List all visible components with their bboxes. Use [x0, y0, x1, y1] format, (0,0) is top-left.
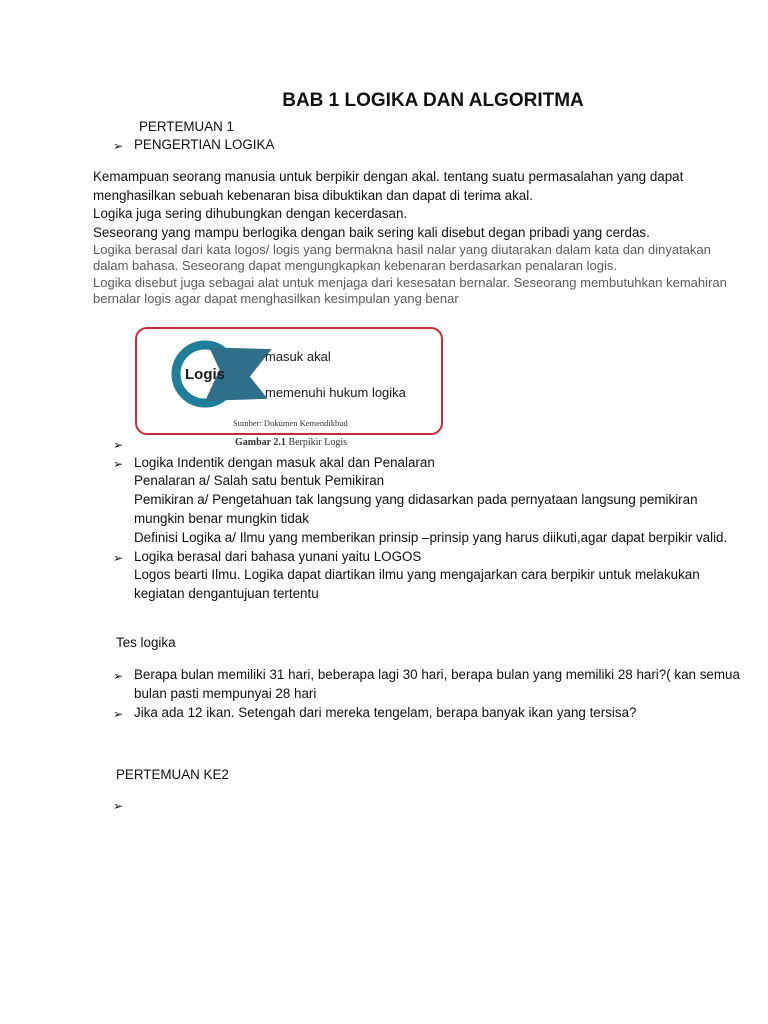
caption-number: Gambar 2.1	[235, 437, 286, 448]
list-item-line: Pemikiran a/ Pengetahuan tak langsung yang didasarkan pada pernyataan langsung pemikiran	[134, 492, 698, 507]
meeting-heading: PERTEMUAN 1	[139, 119, 234, 134]
bullet-arrow-icon: ➢	[113, 707, 124, 721]
list-item-line: kegiatan dengantujuan tertentu	[134, 586, 319, 601]
list-item-line: mungkin benar mungkin tidak	[134, 511, 309, 526]
paragraph-line: Logika disebut juga sebagai alat untuk menjaga dari kesesatan bernalar. Seseorang membutuhkan kemahiran	[93, 275, 727, 290]
list-item-line: Logika berasal dari bahasa yunani yaitu LOGOS	[134, 549, 422, 564]
figure-source: Sumber: Dokumen Kemendikbud	[233, 418, 348, 428]
bullet-arrow-icon: ➢	[113, 551, 124, 565]
paragraph-line: dalam bahasa. Seseorang dapat mengungkapkan kebenaran berdasarkan penalaran logis.	[93, 258, 617, 273]
logic-figure	[135, 327, 443, 435]
arrow2-label: memenuhi hukum logika	[265, 385, 406, 400]
list-item-line: Penalaran a/ Salah satu bentuk Pemikiran	[134, 473, 385, 488]
list-item-line: Berapa bulan memiliki 31 hari, beberapa lagi 30 hari, berapa bulan yang memiliki 28 hari?( kan semua	[134, 667, 740, 682]
section-heading: Tes logika	[116, 635, 176, 650]
logic-diagram	[137, 329, 441, 433]
page-title: BAB 1 LOGIKA DAN ALGORITMA	[282, 90, 584, 111]
paragraph-line: Logika juga sering dihubungkan dengan kecerdasan.	[93, 206, 408, 221]
bullet-arrow-icon: ➢	[113, 669, 124, 683]
figure-caption	[235, 437, 347, 448]
list-item-line: Logos bearti Ilmu. Logika dapat diartikan ilmu yang mengajarkan cara berpikir untuk melakukan	[134, 567, 700, 582]
list-item-line: bulan pasti mempunyai 28 hari	[134, 686, 317, 701]
paragraph-line: menghasilkan sebuah kebenaran bisa dibuktikan dan dapat di terima akal.	[93, 188, 533, 203]
meeting-heading: PERTEMUAN KE2	[116, 767, 229, 782]
center-label: Logis	[185, 366, 225, 383]
bullet-arrow-icon: ➢	[113, 457, 124, 471]
arrow1-label: masuk akal	[265, 349, 331, 364]
list-item-line: Logika Indentik dengan masuk akal dan Penalaran	[134, 455, 435, 470]
bullet-arrow-icon: ➢	[113, 799, 124, 813]
list-item-line: Jika ada 12 ikan. Setengah dari mereka tengelam, berapa banyak ikan yang tersisa?	[134, 705, 637, 720]
section-heading: PENGERTIAN LOGIKA	[134, 137, 275, 152]
list-item-line: Definisi Logika a/ Ilmu yang memberikan prinsip –prinsip yang harus diikuti,agar dapat berpikir valid.	[134, 530, 728, 545]
bullet-arrow-icon: ➢	[113, 139, 124, 153]
paragraph-line: bernalar logis agar dapat menghasilkan kesimpulan yang benar	[93, 291, 459, 306]
bullet-arrow-icon: ➢	[113, 438, 124, 452]
paragraph-line: Seseorang yang mampu berlogika dengan baik sering kali disebut degan pribadi yang cerdas.	[93, 225, 650, 240]
paragraph-line: Kemampuan seorang manusia untuk berpikir dengan akal. tentang suatu permasalahan yang dapat	[93, 169, 684, 184]
caption-text: Berpikir Logis	[285, 437, 348, 448]
paragraph-line: Logika berasal dari kata logos/ logis yang bermakna hasil nalar yang diutarakan dalam kata dan dinyatakan	[93, 242, 711, 257]
